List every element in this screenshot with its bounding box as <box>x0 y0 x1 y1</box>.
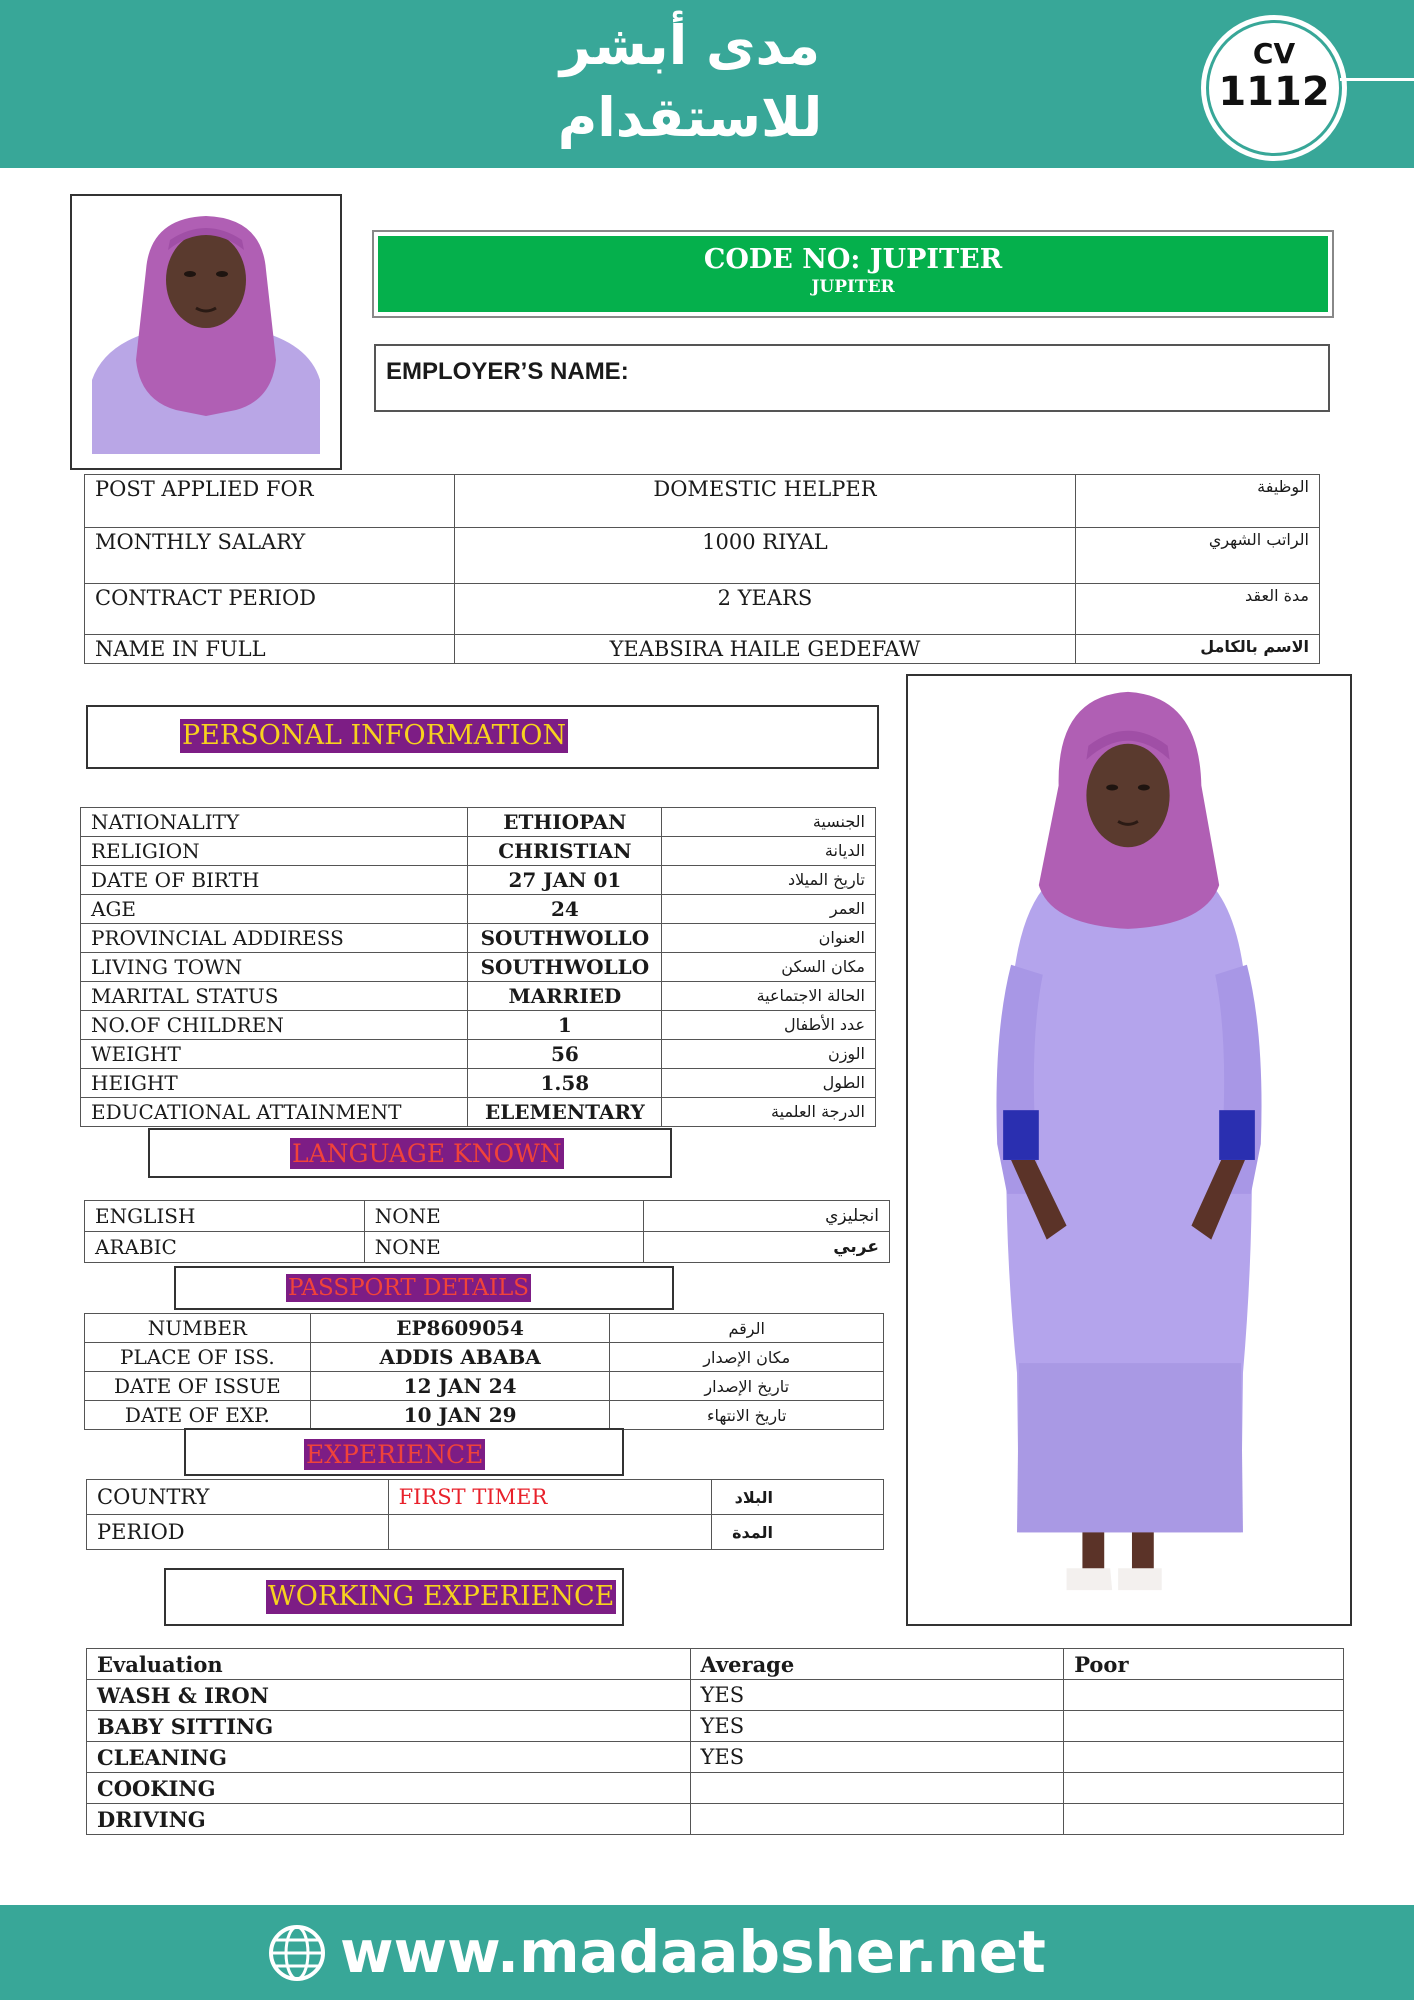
table-row <box>81 1011 876 1040</box>
row-value: 2 YEARS <box>454 584 1075 635</box>
table-row <box>85 475 1320 528</box>
passport-table <box>84 1313 884 1430</box>
row-label: DATE OF ISSUE <box>85 1372 311 1401</box>
table-row <box>85 1314 884 1343</box>
table-row <box>87 1804 1344 1835</box>
row-label: PROVINCIAL ADDIRESS <box>81 924 468 953</box>
table-row <box>85 1232 890 1263</box>
table-row <box>85 584 1320 635</box>
row-label: COUNTRY <box>87 1480 389 1515</box>
row-value: EP8609054 <box>310 1314 610 1343</box>
row-label-ar: مكان الإصدار <box>610 1343 884 1372</box>
row-label: ENGLISH <box>85 1201 365 1232</box>
row-label: PERIOD <box>87 1515 389 1550</box>
skill-average <box>690 1804 1064 1835</box>
portrait-photo <box>70 194 342 470</box>
row-label-ar: الوظيفة <box>1076 475 1320 528</box>
row-value <box>388 1515 711 1550</box>
row-value: ELEMENTARY <box>468 1098 662 1127</box>
skill-name: WASH & IRON <box>87 1680 691 1711</box>
row-label-ar: الطول <box>662 1069 876 1098</box>
row-label-ar: انجليزي <box>644 1201 890 1232</box>
table-row <box>87 1515 884 1550</box>
row-label: POST APPLIED FOR <box>85 475 455 528</box>
row-value: 10 JAN 29 <box>310 1401 610 1430</box>
row-label-ar: الدرجة العلمية <box>662 1098 876 1127</box>
row-value: ETHIOPAN <box>468 808 662 837</box>
skill-average: YES <box>690 1680 1064 1711</box>
row-value: ADDIS ABABA <box>310 1343 610 1372</box>
table-row <box>85 1372 884 1401</box>
row-value: 1.58 <box>468 1069 662 1098</box>
employer-name-field <box>374 344 1330 412</box>
skill-name: CLEANING <box>87 1742 691 1773</box>
row-value: NONE <box>364 1201 644 1232</box>
skill-name: COOKING <box>87 1773 691 1804</box>
skill-poor <box>1064 1773 1344 1804</box>
column-header: Poor <box>1064 1649 1344 1680</box>
table-row <box>81 924 876 953</box>
row-label: RELIGION <box>81 837 468 866</box>
experience-table <box>86 1479 884 1550</box>
section-personal-title: PERSONAL INFORMATION <box>182 720 567 751</box>
row-label-ar: الوزن <box>662 1040 876 1069</box>
row-label: DATE OF EXP. <box>85 1401 311 1430</box>
table-row <box>81 1098 876 1127</box>
table-row <box>81 895 876 924</box>
row-label-ar: تاريخ الانتهاء <box>610 1401 884 1430</box>
row-label: WEIGHT <box>81 1040 468 1069</box>
row-label-ar: العمر <box>662 895 876 924</box>
row-value: 1 <box>468 1011 662 1040</box>
table-row <box>81 953 876 982</box>
code-box <box>372 230 1334 318</box>
table-row <box>81 837 876 866</box>
job-details-table <box>84 474 1320 664</box>
skill-poor <box>1064 1804 1344 1835</box>
table-row <box>85 1401 884 1430</box>
row-label-ar: العنوان <box>662 924 876 953</box>
personal-info-table <box>80 807 876 1127</box>
row-label: NAME IN FULL <box>85 635 455 664</box>
row-label: NO.OF CHILDREN <box>81 1011 468 1040</box>
language-table <box>84 1200 890 1263</box>
full-body-image <box>908 676 1350 1624</box>
employer-name-label: EMPLOYER’S NAME: <box>386 358 629 385</box>
table-row <box>81 982 876 1011</box>
skill-name: BABY SITTING <box>87 1711 691 1742</box>
row-label: CONTRACT PERIOD <box>85 584 455 635</box>
working-experience-table <box>86 1648 1344 1835</box>
skill-poor <box>1064 1742 1344 1773</box>
table-row <box>85 1201 890 1232</box>
row-label-ar: تاريخ الميلاد <box>662 866 876 895</box>
row-value: FIRST TIMER <box>388 1480 711 1515</box>
table-row <box>87 1680 1344 1711</box>
code-title: CODE NO: JUPITER <box>703 244 1003 275</box>
table-row <box>81 1040 876 1069</box>
row-label-ar: الديانة <box>662 837 876 866</box>
table-row <box>87 1480 884 1515</box>
skill-average: YES <box>690 1742 1064 1773</box>
portrait-image <box>86 210 326 454</box>
row-label-ar: مدة العقد <box>1076 584 1320 635</box>
skill-average <box>690 1773 1064 1804</box>
row-label-ar: الحالة الاجتماعية <box>662 982 876 1011</box>
row-label: NATIONALITY <box>81 808 468 837</box>
skill-name: DRIVING <box>87 1804 691 1835</box>
table-row <box>87 1773 1344 1804</box>
row-label-ar: عربي <box>644 1232 890 1263</box>
table-header-row <box>87 1649 1344 1680</box>
table-row <box>85 635 1320 664</box>
section-experience-title: EXPERIENCE <box>306 1440 484 1469</box>
row-value: SOUTHWOLLO <box>468 953 662 982</box>
row-label: LIVING TOWN <box>81 953 468 982</box>
row-value: MARRIED <box>468 982 662 1011</box>
table-row <box>81 866 876 895</box>
globe-icon <box>268 1924 326 1982</box>
row-label: HEIGHT <box>81 1069 468 1098</box>
row-value: 56 <box>468 1040 662 1069</box>
row-label: MARITAL STATUS <box>81 982 468 1011</box>
row-value: 1000 RIYAL <box>454 528 1075 584</box>
row-value: DOMESTIC HELPER <box>454 475 1075 528</box>
row-label: NUMBER <box>85 1314 311 1343</box>
column-header: Average <box>690 1649 1064 1680</box>
table-row <box>81 808 876 837</box>
row-label-ar: البلاد <box>712 1480 884 1515</box>
row-value: 12 JAN 24 <box>310 1372 610 1401</box>
row-value: 27 JAN 01 <box>468 866 662 895</box>
row-value: CHRISTIAN <box>468 837 662 866</box>
skill-poor <box>1064 1680 1344 1711</box>
section-language-title: LANGUAGE KNOWN <box>292 1139 562 1168</box>
code-subtitle: JUPITER <box>811 277 895 297</box>
row-label-ar: الراتب الشهري <box>1076 528 1320 584</box>
row-label-ar: مكان السكن <box>662 953 876 982</box>
brand-name: مدى أبشر للاستقدام <box>557 14 823 149</box>
row-label: MONTHLY SALARY <box>85 528 455 584</box>
table-row <box>87 1742 1344 1773</box>
row-value: 24 <box>468 895 662 924</box>
row-label-ar: المدة <box>712 1515 884 1550</box>
full-body-photo <box>906 674 1352 1626</box>
row-label-ar: الرقم <box>610 1314 884 1343</box>
badge-label: CV <box>1252 37 1296 70</box>
row-value: SOUTHWOLLO <box>468 924 662 953</box>
table-row <box>81 1069 876 1098</box>
table-row <box>85 1343 884 1372</box>
skill-poor <box>1064 1711 1344 1742</box>
row-label: ARABIC <box>85 1232 365 1263</box>
cv-number-badge <box>1206 20 1342 156</box>
section-working-title: WORKING EXPERIENCE <box>268 1581 615 1612</box>
badge-connector-line <box>1340 78 1414 81</box>
row-label-ar: عدد الأطفال <box>662 1011 876 1040</box>
column-header: Evaluation <box>87 1649 691 1680</box>
section-passport-title: PASSPORT DETAILS <box>288 1275 530 1301</box>
row-label: DATE OF BIRTH <box>81 866 468 895</box>
code-banner <box>378 236 1328 312</box>
row-label: AGE <box>81 895 468 924</box>
row-label-ar: الجنسية <box>662 808 876 837</box>
skill-average: YES <box>690 1711 1064 1742</box>
row-label: PLACE OF ISS. <box>85 1343 311 1372</box>
row-label-ar: تاريخ الإصدار <box>610 1372 884 1401</box>
table-row <box>85 528 1320 584</box>
row-label-ar: الاسم بالكامل <box>1076 635 1320 664</box>
table-row <box>87 1711 1344 1742</box>
badge-number: 1112 <box>1218 69 1330 115</box>
row-value: YEABSIRA HAILE GEDEFAW <box>454 635 1075 664</box>
row-label: EDUCATIONAL ATTAINMENT <box>81 1098 468 1127</box>
website-link[interactable]: www.madaabsher.net <box>340 1918 1046 1986</box>
row-value: NONE <box>364 1232 644 1263</box>
